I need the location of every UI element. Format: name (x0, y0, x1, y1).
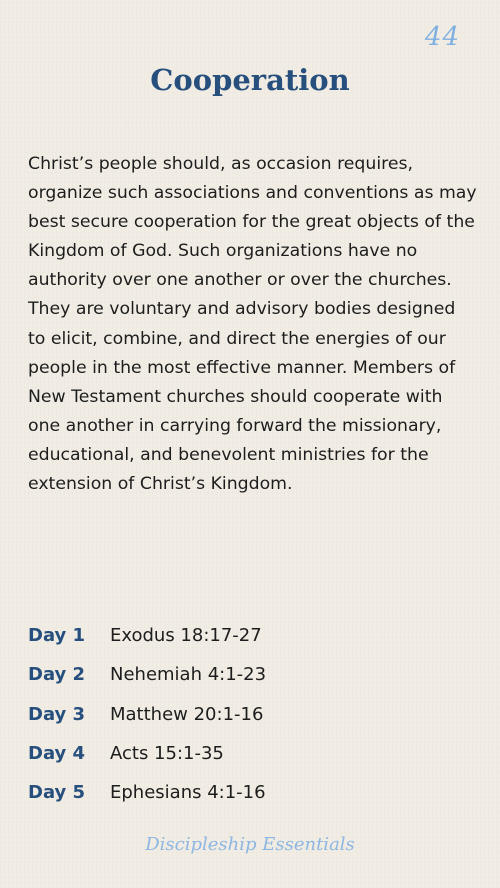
reading-item-day-5 (28, 773, 468, 812)
body-paragraph: Christ’s people should, as occasion requires, organize such associations and conventions as may best secure cooperation for the great objects of the Kingdom of God. Such organizations have no authority over one another or over the churches. They are voluntary and advisory bodies designed to elicit, combine, and direct the energies of our people in the most effective manner. Members of New Testament churches should cooperate with one another in carrying forward the missionary, educational, and benevolent ministries for the extension of Christ’s Kingdom. (28, 154, 477, 495)
reading-day-label: Day 3 (28, 703, 86, 725)
reading-item-day-3 (28, 695, 468, 734)
reading-day-label: Day 2 (28, 664, 86, 686)
footer-brand: Discipleship Essentials (145, 834, 355, 855)
reading-scripture-reference: Ephesians 4:1-16 (110, 782, 266, 804)
reading-scripture-reference: Exodus 18:17-27 (110, 625, 262, 647)
reading-scripture-reference: Acts 15:1-35 (110, 743, 224, 765)
reading-item-day-2 (28, 655, 468, 694)
reading-item-day-4 (28, 734, 468, 773)
page-title: Cooperation (150, 63, 350, 97)
reading-day-label: Day 1 (28, 625, 86, 647)
reading-day-label: Day 4 (28, 743, 86, 765)
reading-item-day-1 (28, 616, 468, 655)
reading-plan-list (28, 616, 468, 812)
reading-day-label: Day 5 (28, 782, 86, 804)
page-number: 44 (424, 22, 460, 52)
reading-scripture-reference: Matthew 20:1-16 (110, 703, 264, 725)
reading-scripture-reference: Nehemiah 4:1-23 (110, 664, 267, 686)
